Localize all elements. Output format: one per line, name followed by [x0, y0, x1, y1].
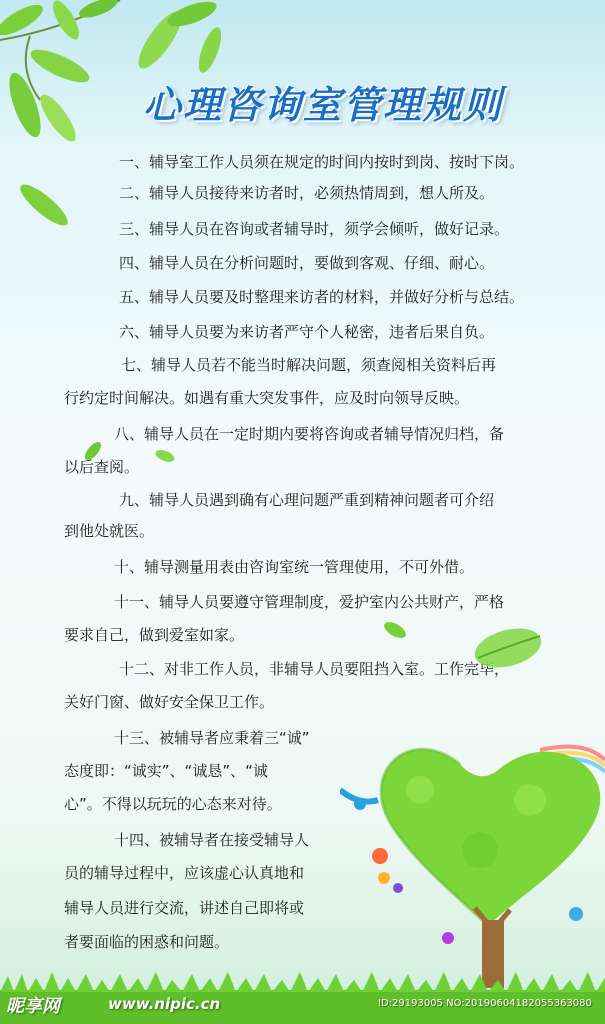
rule-14-line-2: 员的辅导过程中，应该虚心认真地和 [64, 864, 305, 882]
watermark-logo: 昵享网 [6, 996, 60, 1017]
rule-7-line-1: 七、辅导人员若不能当时解决问题，须查阅相关资料后再 [121, 356, 497, 374]
heart-tree-illustration [340, 730, 605, 1000]
rule-10: 十、辅导测量用表由咨询室统一管理使用，不可外借。 [114, 558, 475, 576]
rule-8-line-2: 以后查阅。 [64, 458, 140, 476]
floating-leaf-icon [78, 436, 108, 466]
rule-9-line-1: 九、辅导人员遇到确有心理问题严重到精神问题者可介绍 [119, 491, 495, 509]
page-title: 心理咨询室管理规则 [142, 83, 503, 127]
floating-leaf-icon [468, 618, 548, 678]
watermark-url: www.nipic.cn [108, 995, 221, 1013]
rule-4: 四、辅导人员在分析问题时，要做到客观、仔细、耐心。 [119, 254, 495, 272]
rule-8-line-1: 八、辅导人员在一定时期内要将咨询或者辅导情况归档，备 [114, 425, 505, 443]
rule-13-line-1: 十三、被辅导者应秉着三“诚” [114, 729, 310, 747]
watermark-id: ID:29193005 NO:20190604182055363080 [378, 998, 592, 1009]
rule-14-line-4: 者要面临的困惑和问题。 [64, 933, 230, 951]
rule-14-line-1: 十四、被辅导者在接受辅导人 [114, 831, 310, 849]
rule-11-line-2: 要求自己，做到爱室如家。 [64, 626, 245, 644]
rule-14-line-3: 辅导人员进行交流，讲述自己即将或 [64, 899, 305, 917]
rule-2: 二、辅导人员接待来访者时，必须热情周到，想人所及。 [119, 184, 495, 202]
rule-11-line-1: 十一、辅导人员要遵守管理制度，爱护室内公共财产，严格 [114, 593, 505, 611]
floating-leaf-icon [152, 446, 178, 466]
rule-5: 五、辅导人员要及时整理来访者的材料，并做好分析与总结。 [119, 288, 525, 306]
rule-12-line-2: 关好门窗、做好安全保卫工作。 [64, 693, 275, 711]
rule-12-line-1: 十二、对非工作人员，非辅导人员要阻挡入室。工作完毕， [119, 660, 510, 678]
rule-3: 三、辅导人员在咨询或者辅导时，须学会倾听，做好记录。 [119, 220, 510, 238]
floating-leaf-icon [380, 618, 410, 642]
rule-13-line-2: 态度即：“诚实”、“诚恳”、“诚 [64, 762, 268, 780]
rule-1: 一、辅导室工作人员须在规定的时间内按时到岗、按时下岗。 [119, 153, 525, 171]
rule-13-line-3: 心”。不得以玩玩的心态来对待。 [64, 795, 282, 813]
rule-9-line-2: 到他处就医。 [64, 522, 155, 540]
rule-7-line-2: 行约定时间解决。如遇有重大突发事件，应及时向领导反映。 [64, 389, 470, 407]
rule-6: 六、辅导人员要为来访者严守个人秘密，违者后果自负。 [119, 323, 495, 341]
